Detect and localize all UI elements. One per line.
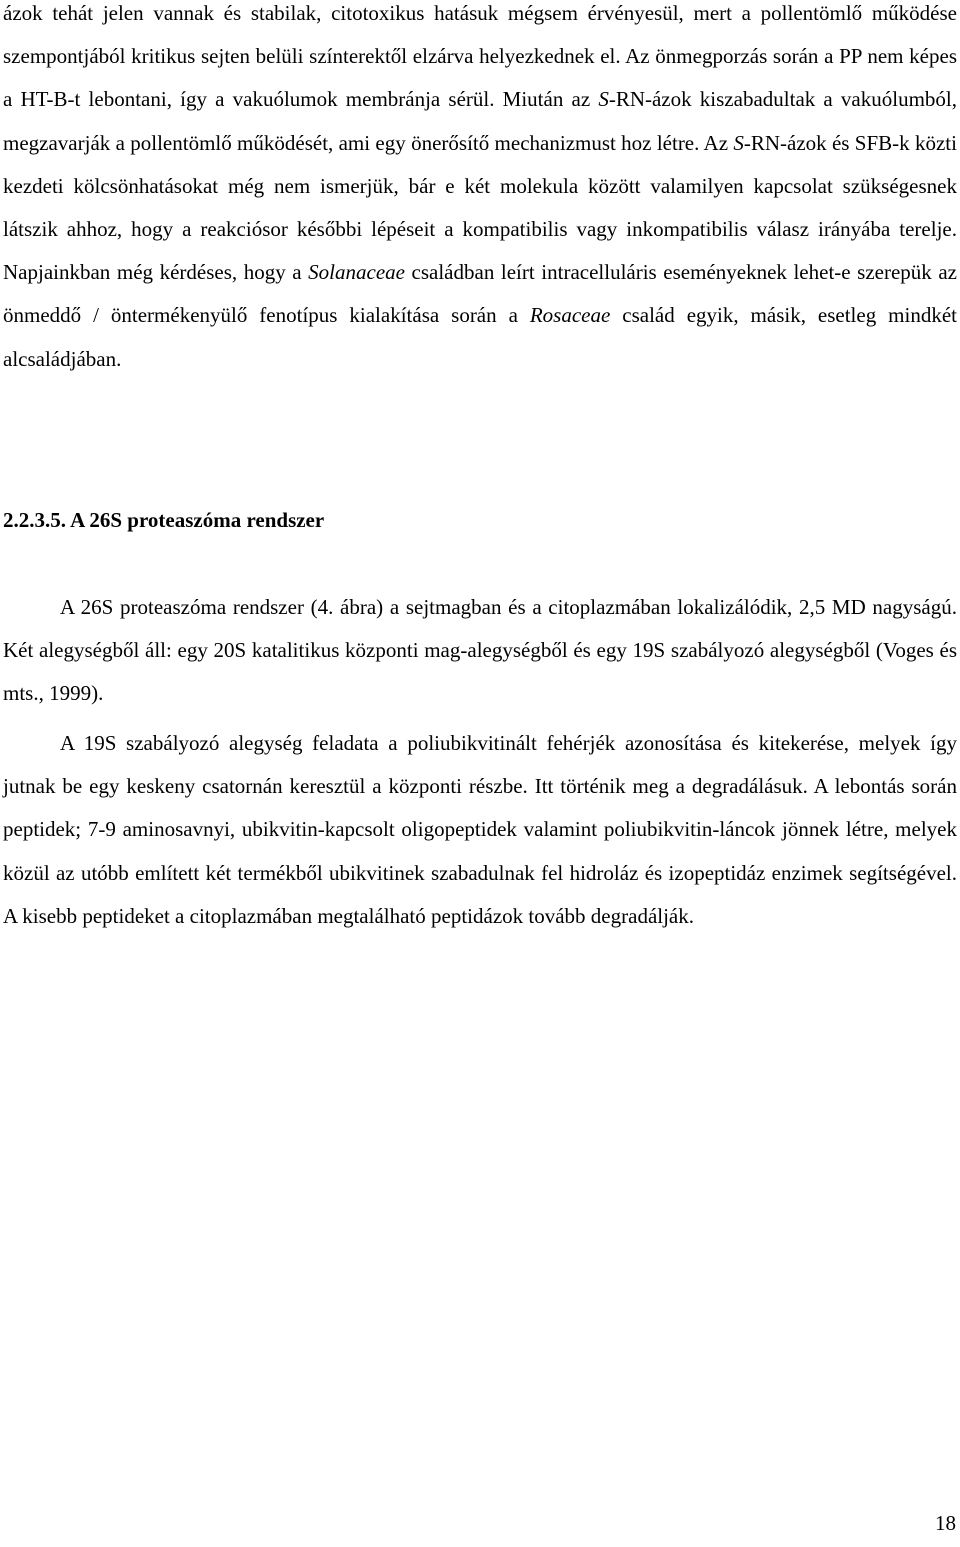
paragraph-1-text-1: ázok tehát jelen vannak és stabilak, citotoxikus hatásuk mégsem érvényesül, mert a pollentömlő működése szempontjából kritikus sejten belüli színterektől elzárva helyezkednek el. Az önmegporzás során a PP nem képes a HT-B-t lebontani, így a vakuólumok membránja sérül. Miután az bbox=[3, 1, 957, 112]
section-heading: 2.2.3.5. A 26S proteaszóma rendszer bbox=[3, 508, 325, 532]
paragraph-2-text: A 26S proteaszóma rendszer (4. ábra) a sejtmagban és a citoplazmában lokalizálódik, 2,5 MD nagyságú. Két alegységből áll: egy 20S katalitikus központi mag-alegységből és egy 19S szabályozó alegységből (Voges és mts., 1999). bbox=[3, 595, 957, 706]
body-paragraph-3 bbox=[3, 722, 957, 938]
paragraph-1-italic-3: Solanaceae bbox=[308, 260, 405, 285]
body-paragraph-2 bbox=[3, 586, 957, 716]
paragraph-1-text-4: családban leírt intracelluláris eseményeknek lehet-e szerepük az önmeddő / öntermékenyülő fenotípus kialakítása során a bbox=[3, 260, 958, 328]
page-number: 18 bbox=[935, 1511, 956, 1535]
paragraph-3-text: A 19S szabályozó alegység feladata a poliubikvitinált fehérjék azonosítása és kitekerése, melyek így jutnak be egy keskeny csatornán keresztül a központi részbe. Itt történik meg a degradálásuk. A lebontás során peptidek; 7-9 aminosavnyi, ubikvitin-kapcsolt oligopeptidek valamint poliubikvitin-láncok jönnek létre, melyek közül az utóbb említett két termékből ubikvitinek szabadulnak fel hidroláz és izopeptidáz enzimek segítségével. A kisebb peptideket a citoplazmában megtalálható peptidázok tovább degradálják. bbox=[3, 731, 957, 928]
paragraph-1-text-5: család egyik, másik, esetleg mindkét alcsaládjában. bbox=[3, 303, 957, 371]
paragraph-1-italic-1: S bbox=[598, 87, 609, 112]
paragraph-1-italic-4: Rosaceae bbox=[529, 303, 611, 328]
body-paragraph-1 bbox=[3, 0, 957, 381]
paragraph-1-text-2: -RN-ázok kiszabadultak a vakuólumból, megzavarják a pollentömlő működését, ami egy önerősítő mechanizmust hoz létre. Az bbox=[3, 87, 958, 155]
paragraph-1-italic-2: S bbox=[733, 130, 744, 155]
paragraph-1-text-3: -RN-ázok és SFB-k közti kezdeti kölcsönhatásokat még nem ismerjük, bár e két molekula között valamilyen kapcsolat szükségesnek látszik ahhoz, hogy a reakciósor későbbi lépéseit a kompatibilis vagy inkompatibilis válasz irányába terelje. Napjainkban még kérdéses, hogy a bbox=[3, 130, 957, 285]
